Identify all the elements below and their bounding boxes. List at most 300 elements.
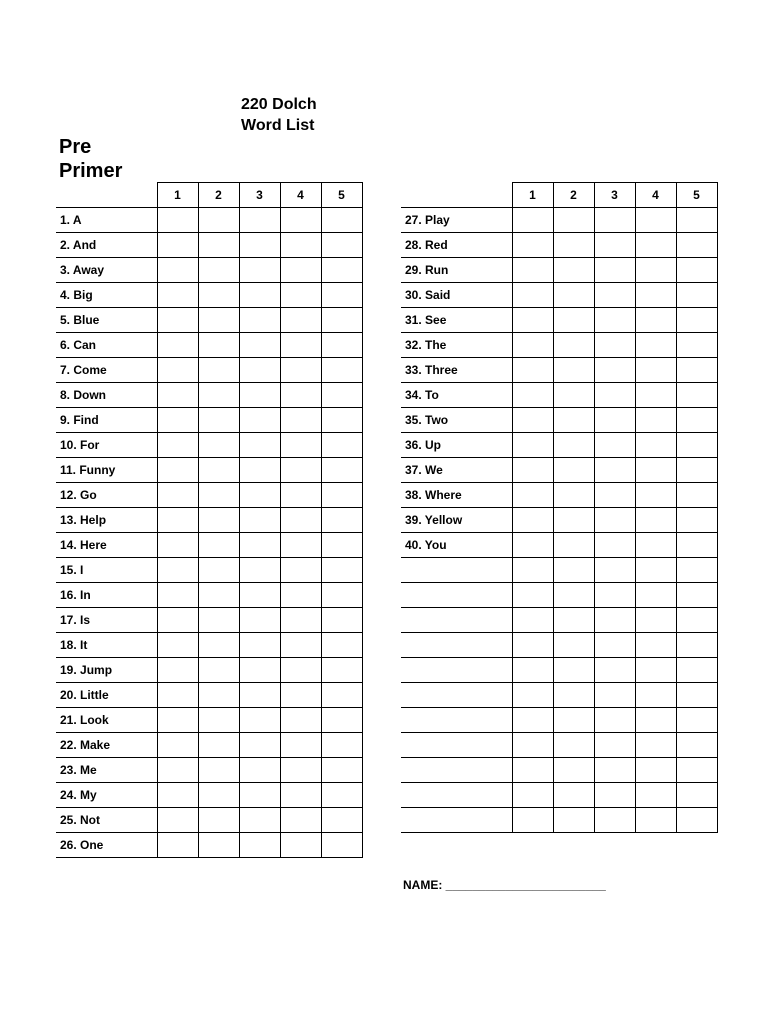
- word-cell: [401, 783, 512, 808]
- table-row: [401, 608, 717, 633]
- check-cell[interactable]: [553, 783, 594, 808]
- check-cell[interactable]: [512, 808, 553, 833]
- check-cell[interactable]: [157, 808, 198, 833]
- check-cell[interactable]: [280, 683, 321, 708]
- check-cell[interactable]: [635, 483, 676, 508]
- check-cell[interactable]: [553, 608, 594, 633]
- check-cell[interactable]: [512, 283, 553, 308]
- check-cell[interactable]: [594, 608, 635, 633]
- check-cell[interactable]: [512, 433, 553, 458]
- check-cell[interactable]: [635, 258, 676, 283]
- check-cell[interactable]: [635, 433, 676, 458]
- check-cell[interactable]: [157, 658, 198, 683]
- check-cell[interactable]: [198, 508, 239, 533]
- check-cell[interactable]: [676, 583, 717, 608]
- check-cell[interactable]: [198, 358, 239, 383]
- check-cell[interactable]: [512, 383, 553, 408]
- table-row: [56, 658, 362, 683]
- check-cell[interactable]: [635, 808, 676, 833]
- table-row: [56, 633, 362, 658]
- check-cell[interactable]: [198, 233, 239, 258]
- check-cell[interactable]: [512, 633, 553, 658]
- check-cell[interactable]: [635, 308, 676, 333]
- check-cell[interactable]: [676, 633, 717, 658]
- check-cell[interactable]: [512, 783, 553, 808]
- check-cell[interactable]: [594, 308, 635, 333]
- check-cell[interactable]: [676, 208, 717, 233]
- check-cell[interactable]: [321, 658, 362, 683]
- check-cell[interactable]: [321, 258, 362, 283]
- check-cell[interactable]: [198, 708, 239, 733]
- check-cell[interactable]: [676, 733, 717, 758]
- check-cell[interactable]: [157, 258, 198, 283]
- check-cell[interactable]: [512, 758, 553, 783]
- check-cell[interactable]: [239, 508, 280, 533]
- check-cell[interactable]: [321, 358, 362, 383]
- check-cell[interactable]: [198, 558, 239, 583]
- document-title: [241, 94, 381, 136]
- word-cell: [401, 608, 512, 633]
- check-cell[interactable]: [198, 433, 239, 458]
- check-cell[interactable]: [239, 533, 280, 558]
- header-row: [401, 183, 717, 208]
- check-cell[interactable]: [280, 483, 321, 508]
- check-cell[interactable]: [198, 633, 239, 658]
- check-cell[interactable]: [676, 508, 717, 533]
- check-cell[interactable]: [553, 283, 594, 308]
- check-cell[interactable]: [239, 583, 280, 608]
- check-cell[interactable]: [635, 208, 676, 233]
- check-cell[interactable]: [594, 258, 635, 283]
- check-cell[interactable]: [157, 208, 198, 233]
- check-cell[interactable]: [553, 458, 594, 483]
- title-line-2: Word List: [241, 117, 315, 134]
- check-cell[interactable]: [635, 608, 676, 633]
- check-cell[interactable]: [594, 633, 635, 658]
- section-title-line-1: Pre: [59, 136, 92, 158]
- check-cell[interactable]: [239, 308, 280, 333]
- check-cell[interactable]: [321, 833, 362, 858]
- check-cell[interactable]: [280, 633, 321, 658]
- check-cell[interactable]: [280, 433, 321, 458]
- check-cell[interactable]: [321, 808, 362, 833]
- check-cell[interactable]: [553, 658, 594, 683]
- check-cell[interactable]: [635, 758, 676, 783]
- check-cell[interactable]: [157, 333, 198, 358]
- check-cell[interactable]: [321, 558, 362, 583]
- word-cell: 30. Said: [401, 283, 512, 308]
- check-cell[interactable]: [553, 358, 594, 383]
- check-cell[interactable]: [512, 208, 553, 233]
- check-cell[interactable]: [594, 758, 635, 783]
- check-cell[interactable]: [280, 283, 321, 308]
- check-cell[interactable]: [321, 408, 362, 433]
- check-cell[interactable]: [594, 658, 635, 683]
- check-cell[interactable]: [676, 758, 717, 783]
- check-cell[interactable]: [676, 308, 717, 333]
- check-cell[interactable]: [321, 383, 362, 408]
- word-cell: 20. Little: [56, 683, 157, 708]
- check-cell[interactable]: [553, 508, 594, 533]
- check-cell[interactable]: [321, 733, 362, 758]
- word-cell: 15. I: [56, 558, 157, 583]
- check-cell[interactable]: [198, 533, 239, 558]
- check-cell[interactable]: [512, 508, 553, 533]
- check-cell[interactable]: [553, 583, 594, 608]
- check-cell[interactable]: [280, 208, 321, 233]
- check-cell[interactable]: [157, 458, 198, 483]
- check-cell[interactable]: [157, 233, 198, 258]
- check-cell[interactable]: [198, 808, 239, 833]
- check-cell[interactable]: [198, 733, 239, 758]
- check-cell[interactable]: [239, 258, 280, 283]
- check-cell[interactable]: [512, 708, 553, 733]
- check-cell[interactable]: [676, 683, 717, 708]
- header-blank-cell: [56, 183, 157, 208]
- check-cell[interactable]: [280, 583, 321, 608]
- word-cell: 14. Here: [56, 533, 157, 558]
- check-cell[interactable]: [280, 408, 321, 433]
- word-cell: 11. Funny: [56, 458, 157, 483]
- check-cell[interactable]: [280, 258, 321, 283]
- check-cell[interactable]: [512, 583, 553, 608]
- check-cell[interactable]: [594, 358, 635, 383]
- check-cell[interactable]: [512, 358, 553, 383]
- check-cell[interactable]: [635, 658, 676, 683]
- check-cell[interactable]: [321, 483, 362, 508]
- check-cell[interactable]: [512, 458, 553, 483]
- check-cell[interactable]: [157, 708, 198, 733]
- check-cell[interactable]: [635, 783, 676, 808]
- check-cell[interactable]: [239, 358, 280, 383]
- check-cell[interactable]: [321, 533, 362, 558]
- check-cell[interactable]: [157, 733, 198, 758]
- table-row: [401, 758, 717, 783]
- check-cell[interactable]: [280, 708, 321, 733]
- check-cell[interactable]: [676, 283, 717, 308]
- check-cell[interactable]: [321, 458, 362, 483]
- check-cell[interactable]: [676, 558, 717, 583]
- check-cell[interactable]: [198, 283, 239, 308]
- check-cell[interactable]: [553, 708, 594, 733]
- check-cell[interactable]: [635, 408, 676, 433]
- word-cell: [401, 683, 512, 708]
- check-cell[interactable]: [676, 408, 717, 433]
- check-cell[interactable]: [635, 583, 676, 608]
- check-cell[interactable]: [239, 783, 280, 808]
- check-cell[interactable]: [676, 808, 717, 833]
- check-cell[interactable]: [676, 458, 717, 483]
- check-cell[interactable]: [594, 533, 635, 558]
- check-cell[interactable]: [198, 783, 239, 808]
- check-cell[interactable]: [512, 733, 553, 758]
- check-cell[interactable]: [198, 383, 239, 408]
- check-cell[interactable]: [157, 833, 198, 858]
- check-cell[interactable]: [594, 383, 635, 408]
- check-cell[interactable]: [157, 308, 198, 333]
- check-cell[interactable]: [280, 783, 321, 808]
- check-cell[interactable]: [198, 683, 239, 708]
- check-cell[interactable]: [635, 233, 676, 258]
- check-cell[interactable]: [157, 483, 198, 508]
- check-cell[interactable]: [280, 733, 321, 758]
- check-cell[interactable]: [239, 683, 280, 708]
- word-cell: 31. See: [401, 308, 512, 333]
- check-cell[interactable]: [157, 283, 198, 308]
- check-cell[interactable]: [594, 483, 635, 508]
- check-cell[interactable]: [280, 358, 321, 383]
- header-blank-cell: [401, 183, 512, 208]
- check-cell[interactable]: [676, 258, 717, 283]
- check-cell[interactable]: [594, 583, 635, 608]
- check-cell[interactable]: [321, 708, 362, 733]
- check-cell[interactable]: [280, 658, 321, 683]
- word-cell: [401, 733, 512, 758]
- check-cell[interactable]: [553, 308, 594, 333]
- word-cell: 7. Come: [56, 358, 157, 383]
- column-header: 2: [553, 183, 594, 208]
- title-line-1: 220 Dolch: [241, 96, 317, 113]
- check-cell[interactable]: [157, 508, 198, 533]
- check-cell[interactable]: [239, 708, 280, 733]
- check-cell[interactable]: [553, 233, 594, 258]
- check-cell[interactable]: [553, 808, 594, 833]
- check-cell[interactable]: [635, 383, 676, 408]
- check-cell[interactable]: [594, 558, 635, 583]
- word-cell: 19. Jump: [56, 658, 157, 683]
- check-cell[interactable]: [239, 558, 280, 583]
- check-cell[interactable]: [676, 233, 717, 258]
- check-cell[interactable]: [321, 508, 362, 533]
- check-cell[interactable]: [157, 783, 198, 808]
- check-cell[interactable]: [594, 233, 635, 258]
- check-cell[interactable]: [512, 258, 553, 283]
- check-cell[interactable]: [676, 383, 717, 408]
- check-cell[interactable]: [157, 758, 198, 783]
- check-cell[interactable]: [239, 833, 280, 858]
- check-cell[interactable]: [280, 533, 321, 558]
- check-cell[interactable]: [676, 433, 717, 458]
- check-cell[interactable]: [635, 633, 676, 658]
- check-cell[interactable]: [676, 608, 717, 633]
- check-cell[interactable]: [239, 608, 280, 633]
- check-cell[interactable]: [553, 533, 594, 558]
- check-cell[interactable]: [157, 608, 198, 633]
- table-row: [56, 233, 362, 258]
- check-cell[interactable]: [676, 708, 717, 733]
- check-cell[interactable]: [198, 583, 239, 608]
- table-row: [401, 583, 717, 608]
- check-cell[interactable]: [157, 558, 198, 583]
- check-cell[interactable]: [512, 333, 553, 358]
- check-cell[interactable]: [157, 633, 198, 658]
- check-cell[interactable]: [321, 233, 362, 258]
- check-cell[interactable]: [198, 758, 239, 783]
- check-cell[interactable]: [553, 683, 594, 708]
- check-cell[interactable]: [321, 683, 362, 708]
- check-cell[interactable]: [676, 358, 717, 383]
- check-cell[interactable]: [157, 533, 198, 558]
- check-cell[interactable]: [198, 333, 239, 358]
- check-cell[interactable]: [635, 283, 676, 308]
- check-cell[interactable]: [280, 808, 321, 833]
- check-cell[interactable]: [280, 608, 321, 633]
- check-cell[interactable]: [321, 208, 362, 233]
- check-cell[interactable]: [157, 583, 198, 608]
- check-cell[interactable]: [280, 308, 321, 333]
- check-cell[interactable]: [512, 658, 553, 683]
- check-cell[interactable]: [280, 558, 321, 583]
- table-row: [56, 433, 362, 458]
- check-cell[interactable]: [321, 633, 362, 658]
- check-cell[interactable]: [635, 708, 676, 733]
- check-cell[interactable]: [321, 283, 362, 308]
- check-cell[interactable]: [198, 608, 239, 633]
- check-cell[interactable]: [321, 433, 362, 458]
- check-cell[interactable]: [321, 308, 362, 333]
- check-cell[interactable]: [594, 433, 635, 458]
- check-cell[interactable]: [280, 458, 321, 483]
- check-cell[interactable]: [239, 633, 280, 658]
- check-cell[interactable]: [198, 308, 239, 333]
- check-cell[interactable]: [676, 658, 717, 683]
- check-cell[interactable]: [553, 333, 594, 358]
- check-cell[interactable]: [280, 833, 321, 858]
- check-cell[interactable]: [157, 358, 198, 383]
- check-cell[interactable]: [239, 283, 280, 308]
- check-cell[interactable]: [239, 808, 280, 833]
- check-cell[interactable]: [280, 508, 321, 533]
- check-cell[interactable]: [198, 658, 239, 683]
- table-row: [56, 583, 362, 608]
- word-cell: [401, 658, 512, 683]
- check-cell[interactable]: [321, 608, 362, 633]
- check-cell[interactable]: [635, 558, 676, 583]
- check-cell[interactable]: [594, 708, 635, 733]
- check-cell[interactable]: [198, 833, 239, 858]
- check-cell[interactable]: [594, 783, 635, 808]
- check-cell[interactable]: [635, 458, 676, 483]
- check-cell[interactable]: [512, 233, 553, 258]
- table-row: [56, 808, 362, 833]
- check-cell[interactable]: [594, 333, 635, 358]
- check-cell[interactable]: [157, 408, 198, 433]
- check-cell[interactable]: [239, 383, 280, 408]
- check-cell[interactable]: [676, 783, 717, 808]
- check-cell[interactable]: [594, 458, 635, 483]
- check-cell[interactable]: [157, 433, 198, 458]
- word-cell: 23. Me: [56, 758, 157, 783]
- check-cell[interactable]: [594, 683, 635, 708]
- word-cell: 8. Down: [56, 383, 157, 408]
- check-cell[interactable]: [280, 758, 321, 783]
- check-cell[interactable]: [239, 658, 280, 683]
- check-cell[interactable]: [512, 408, 553, 433]
- check-cell[interactable]: [239, 758, 280, 783]
- check-cell[interactable]: [321, 783, 362, 808]
- word-cell: 26. One: [56, 833, 157, 858]
- check-cell[interactable]: [594, 208, 635, 233]
- check-cell[interactable]: [553, 483, 594, 508]
- check-cell[interactable]: [198, 408, 239, 433]
- check-cell[interactable]: [198, 258, 239, 283]
- table-row: [401, 733, 717, 758]
- check-cell[interactable]: [239, 733, 280, 758]
- column-header: 1: [157, 183, 198, 208]
- check-cell[interactable]: [198, 458, 239, 483]
- check-cell[interactable]: [512, 558, 553, 583]
- check-cell[interactable]: [198, 208, 239, 233]
- check-cell[interactable]: [198, 483, 239, 508]
- check-cell[interactable]: [594, 283, 635, 308]
- check-cell[interactable]: [553, 208, 594, 233]
- word-cell: 4. Big: [56, 283, 157, 308]
- check-cell[interactable]: [594, 408, 635, 433]
- check-cell[interactable]: [512, 533, 553, 558]
- check-cell[interactable]: [512, 308, 553, 333]
- check-cell[interactable]: [157, 683, 198, 708]
- check-cell[interactable]: [553, 733, 594, 758]
- check-cell[interactable]: [239, 458, 280, 483]
- check-cell[interactable]: [280, 383, 321, 408]
- check-cell[interactable]: [553, 558, 594, 583]
- word-cell: [401, 633, 512, 658]
- table-row: [56, 483, 362, 508]
- check-cell[interactable]: [635, 333, 676, 358]
- check-cell[interactable]: [676, 483, 717, 508]
- check-cell[interactable]: [635, 508, 676, 533]
- check-cell[interactable]: [553, 383, 594, 408]
- check-cell[interactable]: [553, 258, 594, 283]
- check-cell[interactable]: [239, 408, 280, 433]
- check-cell[interactable]: [321, 758, 362, 783]
- table-row: [401, 458, 717, 483]
- check-cell[interactable]: [239, 233, 280, 258]
- check-cell[interactable]: [280, 233, 321, 258]
- check-cell[interactable]: [239, 483, 280, 508]
- check-cell[interactable]: [512, 483, 553, 508]
- check-cell[interactable]: [594, 508, 635, 533]
- check-cell[interactable]: [676, 333, 717, 358]
- check-cell[interactable]: [553, 408, 594, 433]
- table-row: [401, 808, 717, 833]
- check-cell[interactable]: [239, 433, 280, 458]
- check-cell[interactable]: [512, 608, 553, 633]
- check-cell[interactable]: [239, 208, 280, 233]
- table-row: [56, 758, 362, 783]
- table-row: [401, 283, 717, 308]
- check-cell[interactable]: [635, 358, 676, 383]
- table-row: [56, 833, 362, 858]
- check-cell[interactable]: [594, 808, 635, 833]
- check-cell[interactable]: [553, 633, 594, 658]
- check-cell[interactable]: [635, 733, 676, 758]
- check-cell[interactable]: [280, 333, 321, 358]
- check-cell[interactable]: [635, 533, 676, 558]
- check-cell[interactable]: [676, 533, 717, 558]
- word-cell: 37. We: [401, 458, 512, 483]
- check-cell[interactable]: [553, 433, 594, 458]
- check-cell[interactable]: [553, 758, 594, 783]
- check-cell[interactable]: [594, 733, 635, 758]
- check-cell[interactable]: [321, 583, 362, 608]
- check-cell[interactable]: [635, 683, 676, 708]
- check-cell[interactable]: [321, 333, 362, 358]
- check-cell[interactable]: [239, 333, 280, 358]
- check-cell[interactable]: [157, 383, 198, 408]
- check-cell[interactable]: [512, 683, 553, 708]
- word-cell: 39. Yellow: [401, 508, 512, 533]
